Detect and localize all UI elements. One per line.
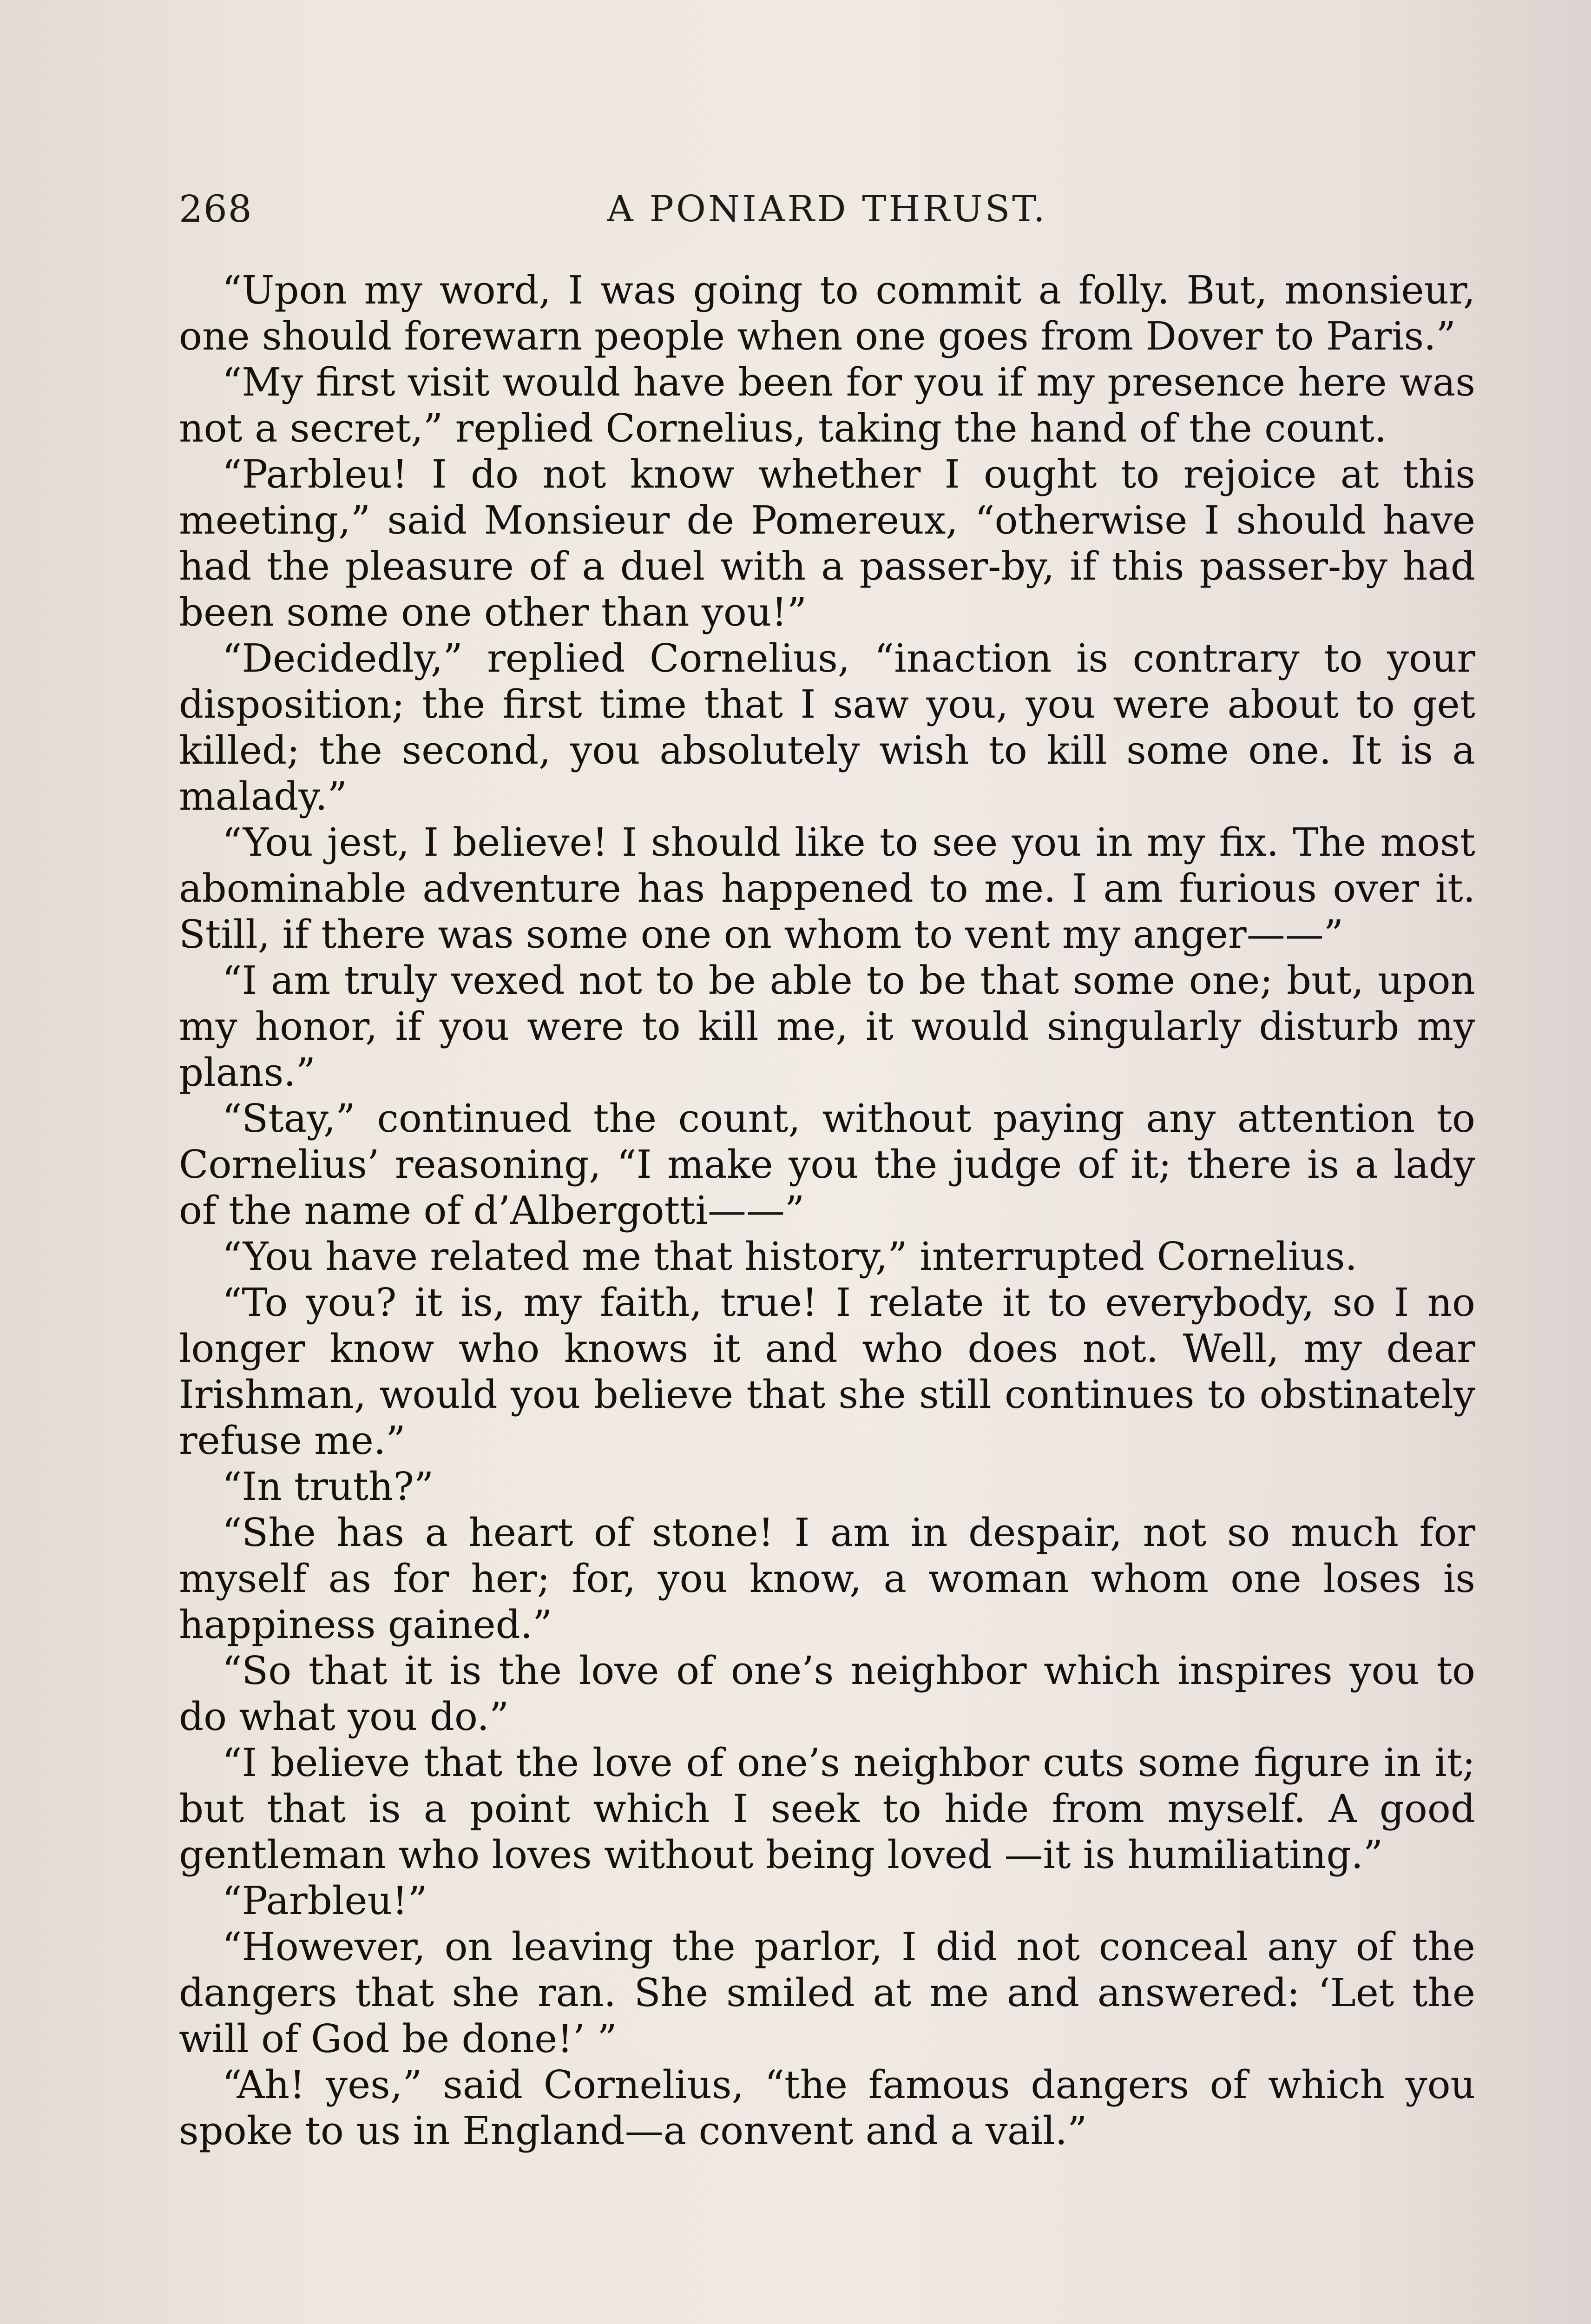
paragraph: “Decidedly,” replied Cornelius, “inaction is contrary to your disposition; the first time that I saw you, you were about to get killed; the second, you absolutely wish to kill some one. It is a malady.” bbox=[179, 636, 1475, 819]
running-title: A PONIARD THRUST. bbox=[607, 188, 1047, 230]
paragraph: “My first visit would have been for you if my presence here was not a secret,” replied Cornelius, taking the hand of the count. bbox=[179, 360, 1475, 451]
paragraph: “However, on leaving the parlor, I did not conceal any of the dangers that she ran. She smiled at me and answered: ‘Let the will of God be done!’ ” bbox=[179, 1924, 1475, 2061]
paragraph: “Stay,” continued the count, without paying any attention to Cornelius’ reasoning, “I make you the judge of it; there is a lady of the name of d’Albergotti——” bbox=[179, 1096, 1475, 1233]
paragraph: “Parbleu!” bbox=[222, 1878, 427, 1923]
page-number: 268 bbox=[179, 187, 253, 231]
paragraph: “In truth?” bbox=[222, 1464, 434, 1509]
paragraph: “So that it is the love of one’s neighbor which inspires you to do what you do.” bbox=[179, 1648, 1475, 1739]
paragraph: “I am truly vexed not to be able to be that some one; but, upon my honor, if you were to kill me, it would singularly disturb my plans.” bbox=[179, 958, 1475, 1095]
running-head bbox=[179, 184, 1475, 235]
body-text bbox=[179, 267, 1475, 2154]
paragraph: “You jest, I believe! I should like to see you in my fix. The most abominable adventure has happened to me. I am furious over it. Still, if there was some one on whom to vent my anger——” bbox=[179, 820, 1475, 957]
paragraph: “You have related me that history,” interrupted Cornelius. bbox=[222, 1234, 1357, 1279]
paragraph: “To you? it is, my faith, true! I relate it to everybody, so I no longer know who knows it and who does not. Well, my dear Irishman, would you believe that she still continues to obstinately refuse me.” bbox=[179, 1280, 1475, 1463]
paragraph: “Ah! yes,” said Cornelius, “the famous dangers of which you spoke to us in England—a convent and a vail.” bbox=[179, 2062, 1475, 2153]
paragraph: “Upon my word, I was going to commit a folly. But, monsieur, one should forewarn people when one goes from Dover to Paris.” bbox=[179, 268, 1475, 359]
paragraph: “She has a heart of stone! I am in despair, not so much for myself as for her; for, you know, a woman whom one loses is happiness gained.” bbox=[179, 1510, 1475, 1647]
paragraph: “Parbleu! I do not know whether I ought to rejoice at this meeting,” said Monsieur de Pomereux, “otherwise I should have had the pleasure of a duel with a passer-by, if this passer-by had been some one other than you!” bbox=[179, 452, 1475, 635]
paragraph: “I believe that the love of one’s neighbor cuts some figure in it; but that is a point which I seek to hide from myself. A good gentleman who loves without being loved —it is humiliating.” bbox=[179, 1740, 1475, 1877]
